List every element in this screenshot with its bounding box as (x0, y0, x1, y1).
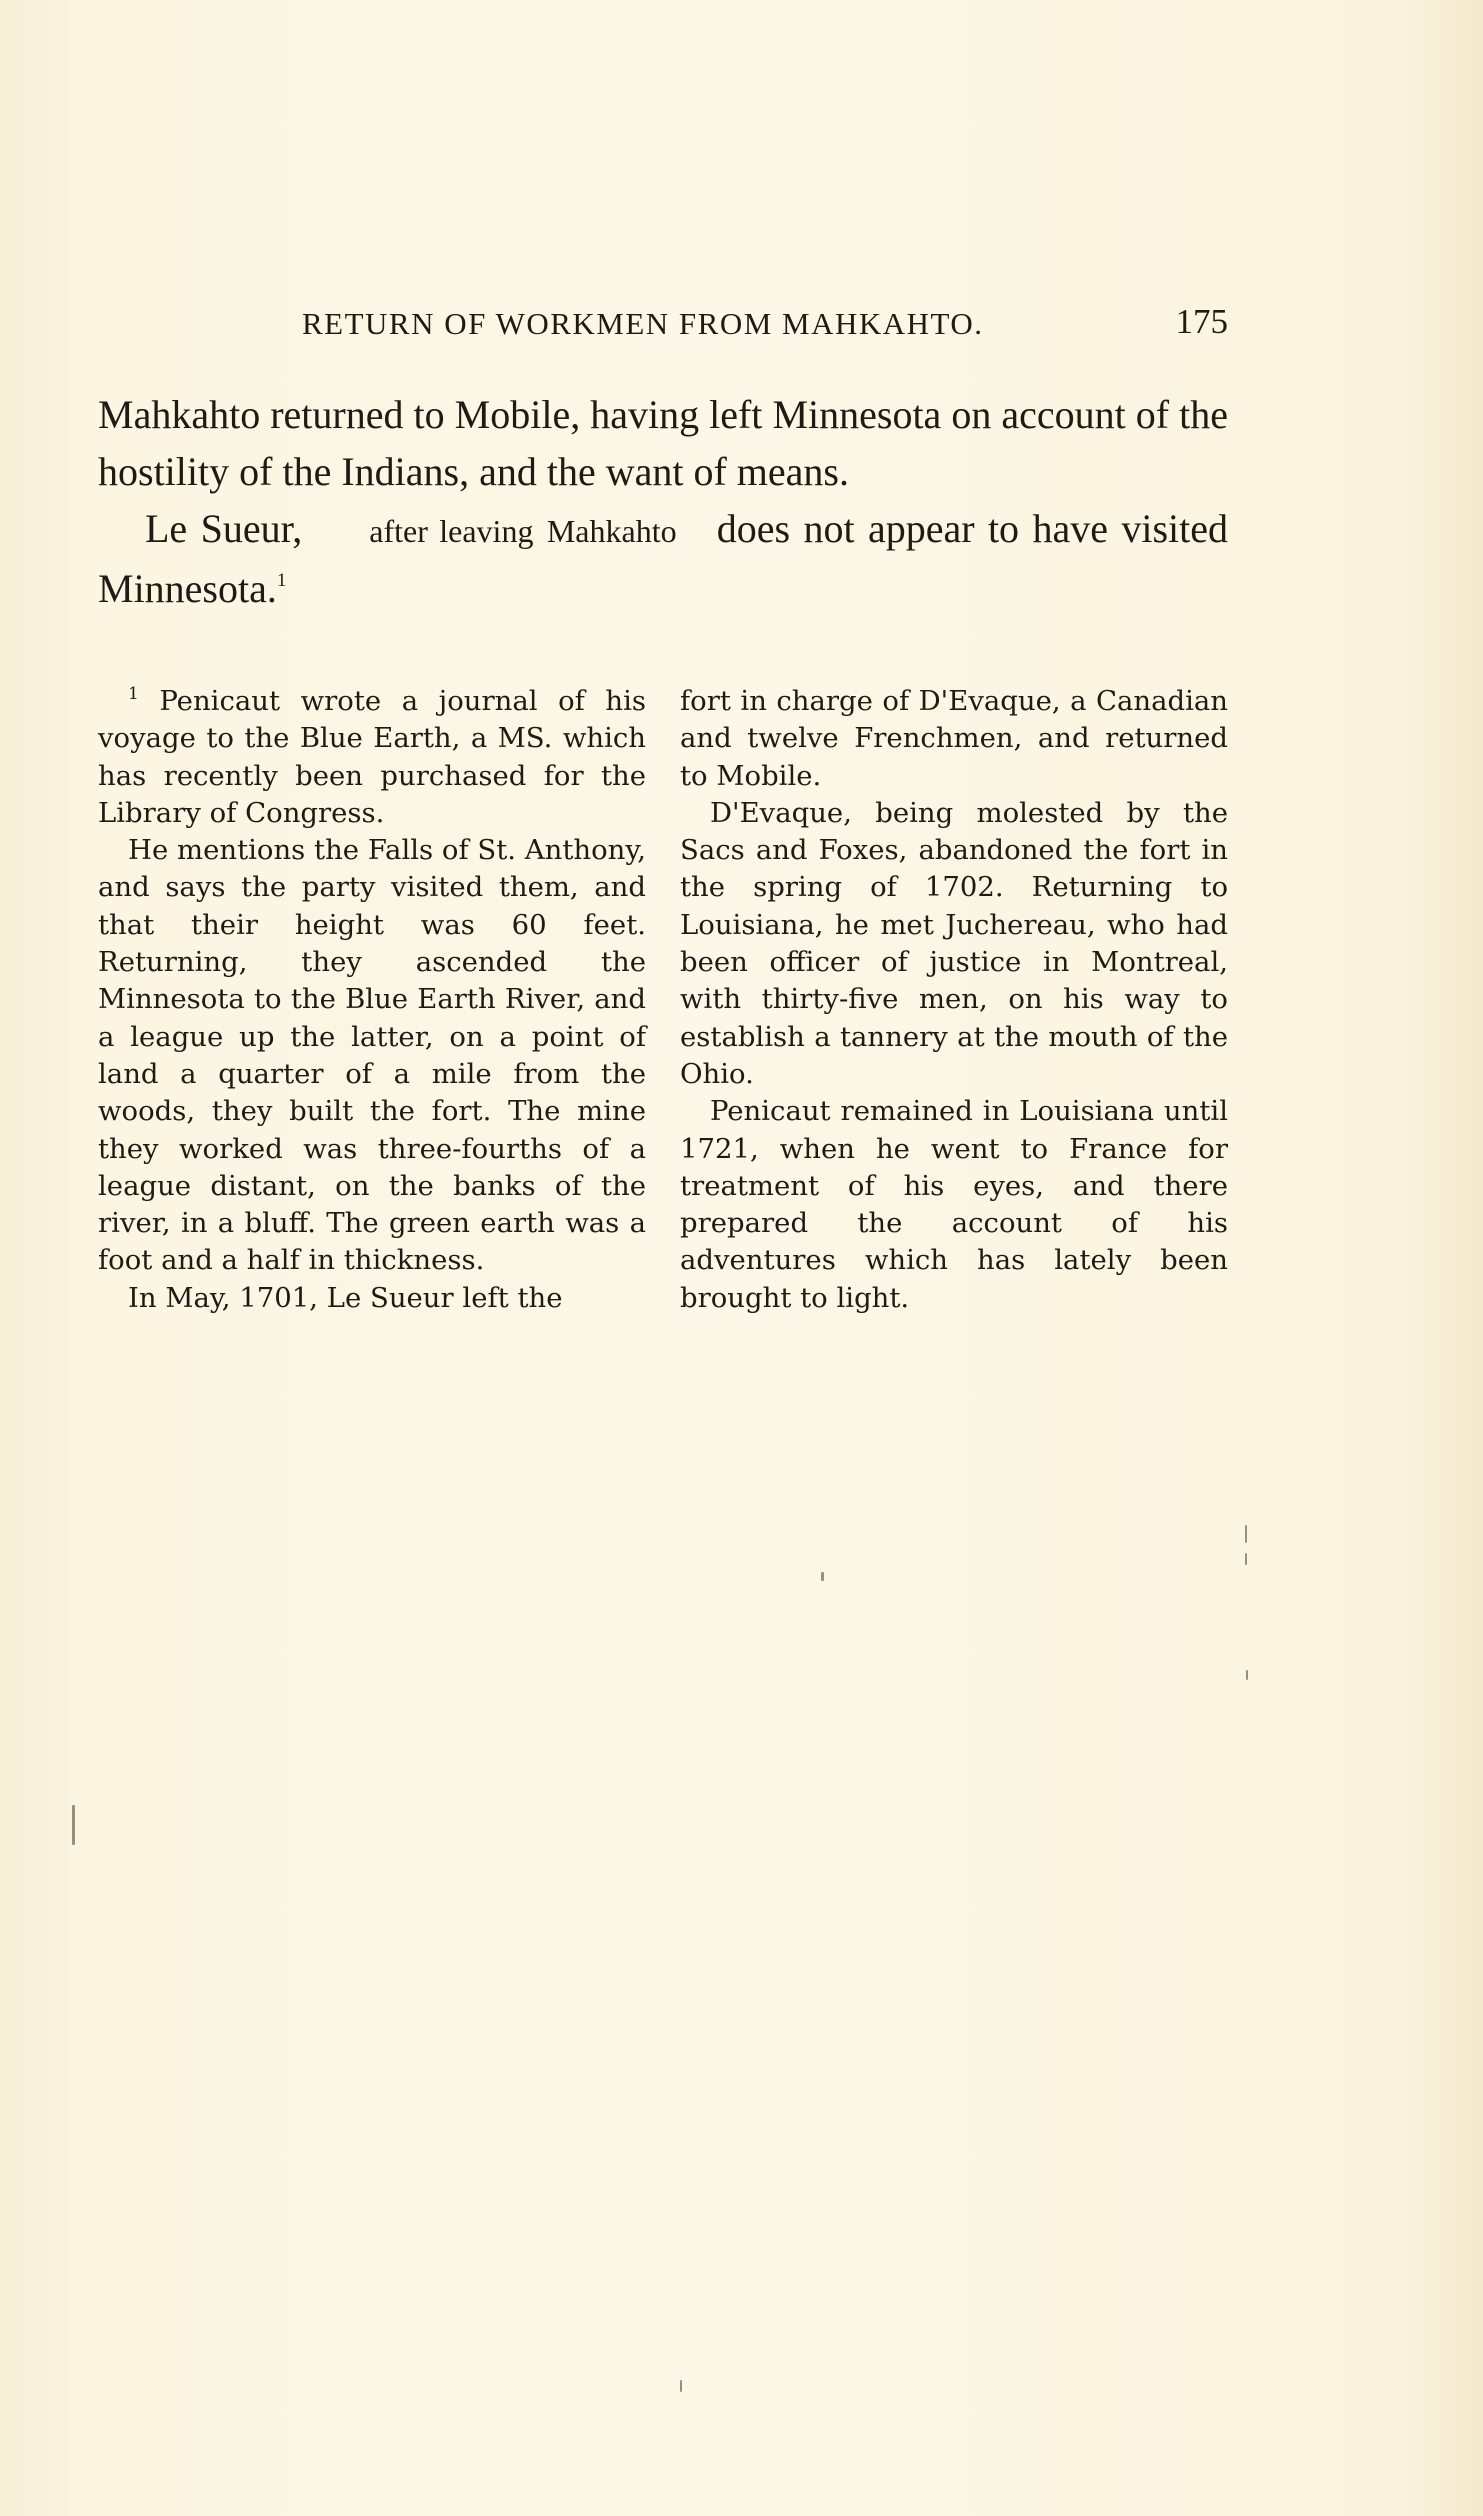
paper-speck (72, 1805, 75, 1845)
mahkahto-text: Mahkahto (546, 513, 677, 549)
footnote-right-column (680, 683, 1228, 1317)
footnote-paragraph: In May, 1701, Le Sueur left the (128, 1281, 563, 1314)
footnote-paragraph: fort in charge of D'Evaque, a Canadian and twelve Frenchmen, and returned to Mobile. (680, 685, 1228, 792)
footnote-text: Penicaut wrote a journal of his voyage to the Blue Earth, a MS. which has recently been purchased for the Library of Congress. (98, 685, 646, 829)
paper-speck (1246, 1670, 1248, 1680)
footnote-left-column (98, 683, 646, 1317)
footnote-mark: 1 (128, 684, 139, 704)
footnote-paragraph: Penicaut remained in Louisiana until 1721, when he went to France for treatment of his eyes, and there prepared the account of his adventures which has lately been brought to light. (680, 1095, 1228, 1314)
after-leaving-text: after leaving (369, 513, 534, 549)
running-head (98, 302, 1228, 346)
footnote-paragraph: He mentions the Falls of St. Anthony, and says the party visited them, and that their height was 60 feet. Returning, they ascended the Minnesota to the Blue Earth River, and a league up the latter, on a point of land a quarter of a mile from the woods, they built the fort. The mine they worked was three-fourths of a league distant, on the banks of the river, in a bluff. The green earth was a foot and a half in thickness. (98, 834, 646, 1277)
footnote-reference: 1 (276, 570, 287, 591)
paper-speck (680, 2380, 682, 2392)
footnote-paragraph (98, 683, 646, 832)
paragraph-return-to-mobile: Mahkahto returned to Mobile, having left Minnesota on account of the hostility of the Indians, and the want of means. (98, 392, 1228, 494)
le-sueur-text: Le Sueur, (145, 506, 303, 551)
footnote-paragraph: D'Evaque, being molested by the Sacs and Foxes, abandoned the fort in the spring of 1702. Returning to Louisiana, he met Juchereau, who had been officer of justice in Montreal, with thirty-five men, on his way to establish a tannery at the mouth of the Ohio. (680, 796, 1228, 1090)
main-text (98, 386, 1228, 617)
running-head-title: RETURN OF WORKMEN FROM MAHKAHTO. (302, 306, 984, 341)
page-number: 175 (1175, 302, 1228, 341)
paper-speck (821, 1572, 824, 1581)
does-not-appear-text: does not appear to have visited Minnesota. (98, 506, 1228, 611)
paper-speck (1245, 1525, 1247, 1543)
paragraph-le-sueur (98, 500, 1228, 617)
paper-speck (1245, 1553, 1247, 1565)
